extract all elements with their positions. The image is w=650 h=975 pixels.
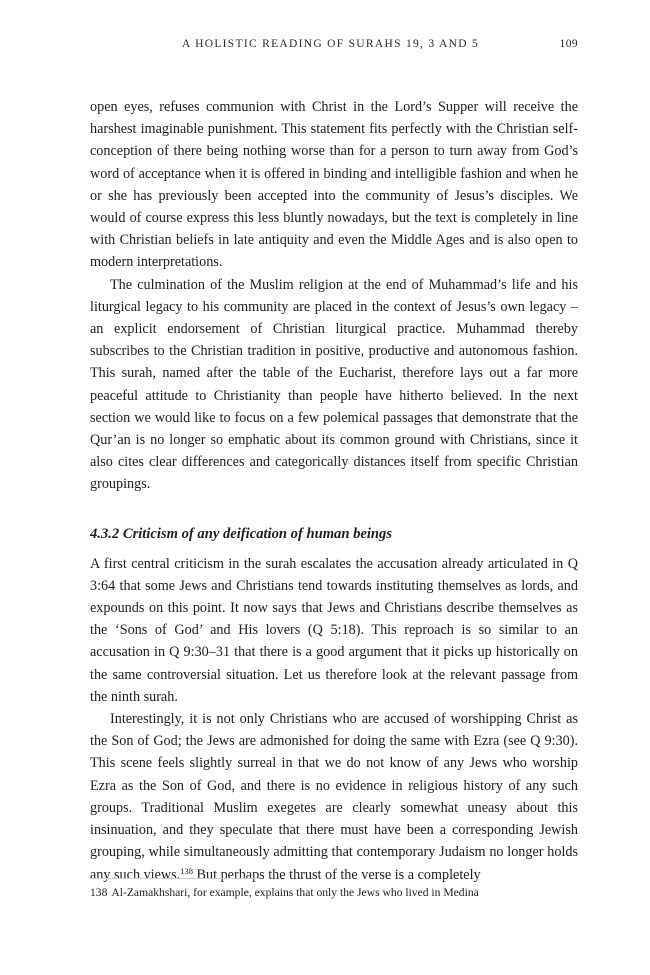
running-title: A HOLISTIC READING OF SURAHS 19, 3 AND 5 (182, 38, 480, 50)
body-text (90, 96, 578, 886)
footnote-number: 138 (90, 886, 108, 899)
paragraph-with-footnote-ref (90, 708, 578, 886)
paragraph-continued: open eyes, refuses communion with Christ in the Lord’s Supper will receive the harshest imaginable punishment. This statement fits perfectly with the Christian self-conception of there being nothing worse than for a person to turn away from God’s word of acceptance when it is offered in binding and intelligible fashion and when he or she has previously been accepted into the community of Jesus’s disciples. We would of course express this less bluntly nowadays, but the text is completely in line with Christian beliefs in late antiquity and even the Middle Ages and is also open to modern interpretations. (90, 99, 578, 271)
section-heading: 4.3.2 Criticism of any deification of human beings (90, 525, 393, 542)
footnote-reference[interactable]: 138 (180, 865, 193, 876)
paragraph: The culmination of the Muslim religion at the end of Muhammad’s life and his liturgical legacy to his community are placed in the context of Jesus’s own legacy – an explicit endorsement of Christian liturgical practice. Muhammad thereby subscribes to the Christian tradition in positive, productive and autonomous fashion. This surah, named after the table of the Eucharist, therefore lays out a far more peaceful attitude to Christianity than people have hitherto believed. In the next section we would like to focus on a few polemical passages that demonstrate that the Qur’an is no longer so emphatic about its common ground with Christians, since it also cites clear differences and categorically distances itself from specific Christian groupings. (90, 276, 578, 493)
paragraph: A first central criticism in the surah escalates the accusation already articulated in Q 3:64 that some Jews and Christians tend towards instituting themselves as lords, and expounds on this point. It now says that Jews and Christians describe themselves as the ‘Sons of God’ and His lovers (Q 5:18). This reproach is so similar to an accusation in Q 9:30–31 that there is a good argument that it picks up historically on the same controversial situation. Let us therefore look at the relevant passage from the ninth surah. (90, 555, 578, 705)
footnote (90, 885, 578, 901)
paragraph-text: Interestingly, it is not only Christians who are accused of worshipping Christ as the Son of God; the Jews are admonished for doing the same with Ezra (see Q 9:30). This scene feels slightly surreal in that we do not know of any Jews who worship Ezra as the Son of God, and there is no evidence in religious history of any such groups. Traditional Muslim exegetes are clearly somewhat uneasy about this insinuation, and they speculate that there must have been a corresponding Jewish grouping, while simultaneously admitting that contemporary Judaism no longer holds any such views. (90, 711, 578, 883)
paragraph-text: But perhaps the thrust of the verse is a completely (192, 866, 481, 883)
footnote-text: Al-Zamakhshari, for example, explains that only the Jews who lived in Medina (111, 886, 479, 899)
footnote-divider (90, 878, 260, 879)
running-header (90, 38, 578, 56)
page-number: 109 (559, 38, 578, 50)
